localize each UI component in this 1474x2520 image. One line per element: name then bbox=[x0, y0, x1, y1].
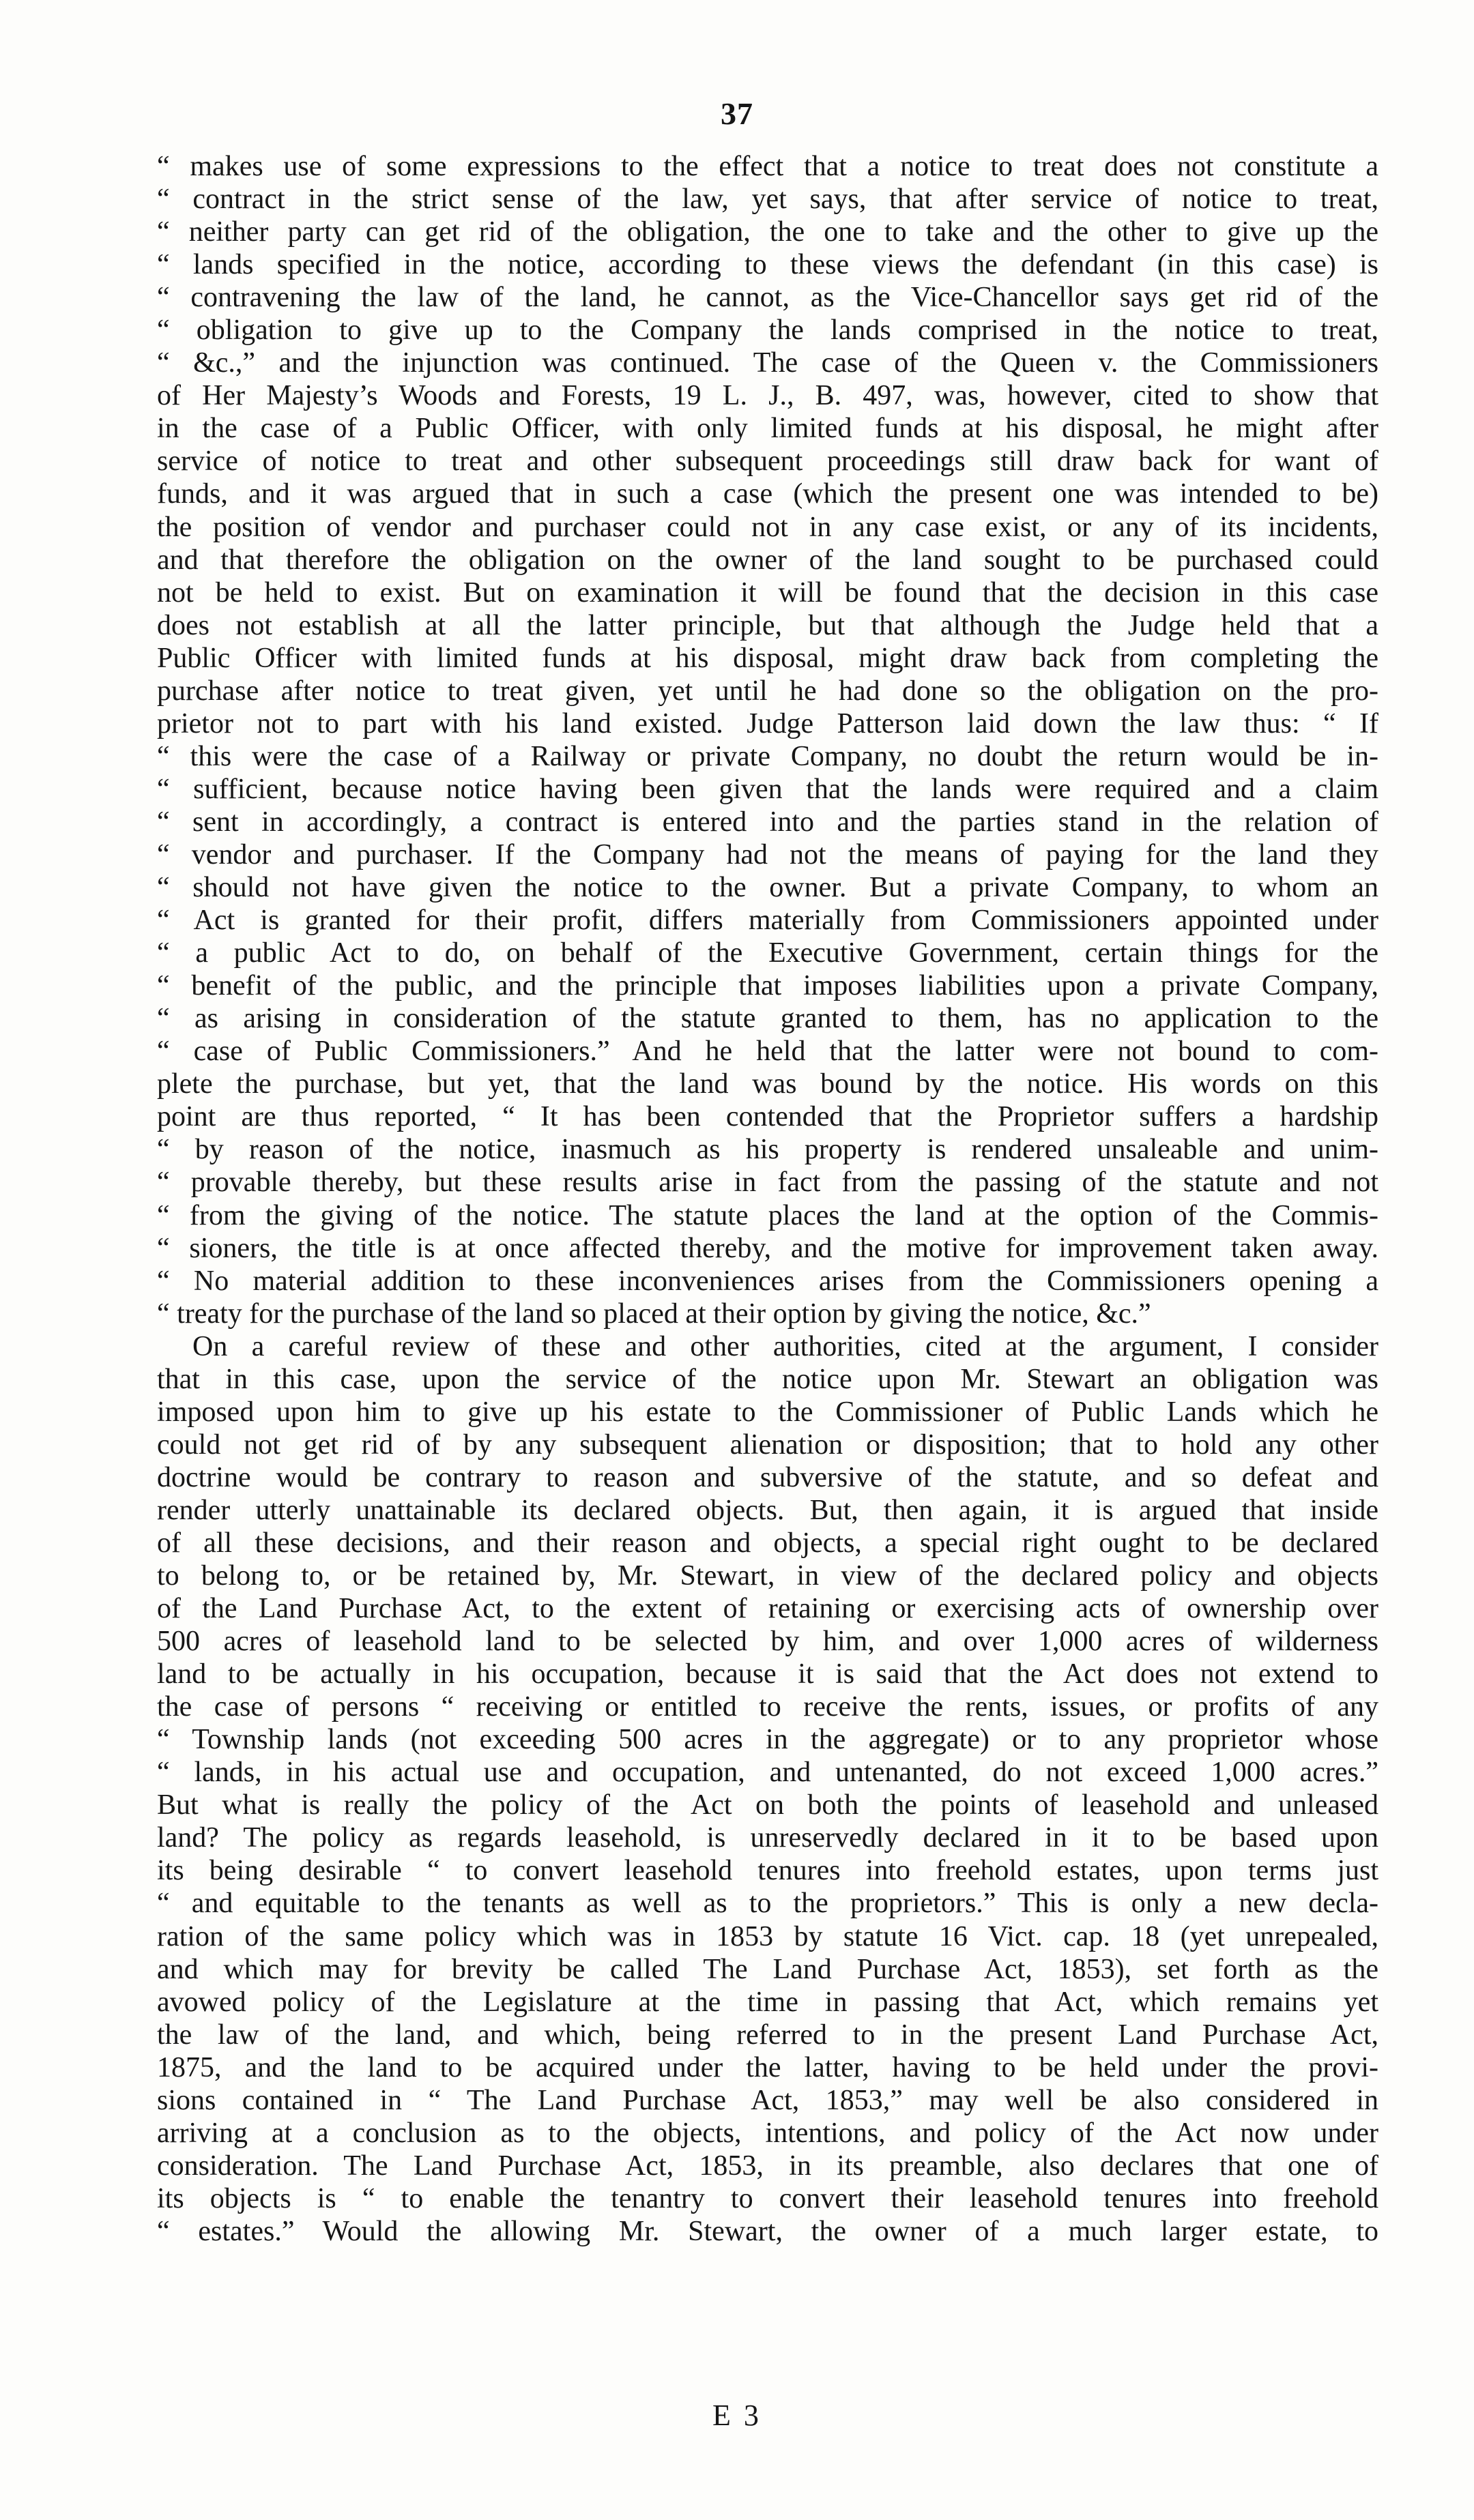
text-line: land? The policy as regards leasehold, is unreservedly declared in it to be based upon bbox=[157, 1822, 1378, 1854]
text-line: of Her Majesty’s Woods and Forests, 19 L. J., B. 497, was, however, cited to show that bbox=[157, 380, 1378, 412]
text-line: “ as arising in consideration of the statute granted to them, has no application to the bbox=[157, 1003, 1378, 1035]
text-line: “ estates.” Would the allowing Mr. Stewart, the owner of a much larger estate, to bbox=[157, 2215, 1378, 2247]
text-line: “ provable thereby, but these results arise in fact from the passing of the statute and not bbox=[157, 1167, 1378, 1199]
text-line: the case of persons “ receiving or entitled to receive the rents, issues, or profits of any bbox=[157, 1691, 1378, 1723]
text-line: “ makes use of some expressions to the effect that a notice to treat does not constitute a bbox=[157, 151, 1378, 182]
text-line: could not get rid of by any subsequent alienation or disposition; that to hold any other bbox=[157, 1429, 1378, 1461]
text-line: 500 acres of leasehold land to be selected by him, and over 1,000 acres of wilderness bbox=[157, 1626, 1378, 1658]
text-line: and that therefore the obligation on the owner of the land sought to be purchased could bbox=[157, 544, 1378, 576]
text-line: does not establish at all the latter principle, but that although the Judge held that a bbox=[157, 609, 1378, 641]
text-line: “ lands specified in the notice, according to these views the defendant (in this case) is bbox=[157, 249, 1378, 281]
text-line: “ contract in the strict sense of the law, yet says, that after service of notice to treat, bbox=[157, 184, 1378, 216]
text-line: “ vendor and purchaser. If the Company had not the means of paying for the land they bbox=[157, 838, 1378, 870]
text-line: render utterly unattainable its declared objects. But, then again, it is argued that inside bbox=[157, 1494, 1378, 1526]
text-line: “ Township lands (not exceeding 500 acres in the aggregate) or to any proprietor whose bbox=[157, 1724, 1378, 1756]
page-number: 37 bbox=[721, 96, 753, 131]
text-line: “ should not have given the notice to the owner. But a private Company, to whom an bbox=[157, 872, 1378, 904]
text-line: not be held to exist. But on examination it will be found that the decision in this case bbox=[157, 576, 1378, 609]
text-line: funds, and it was argued that in such a case (which the present one was intended to be) bbox=[157, 478, 1378, 510]
text-line: 1875, and the land to be acquired under the latter, having to be held under the provi- bbox=[157, 2051, 1378, 2083]
text-line: point are thus reported, “ It has been contended that the Proprietor suffers a hardship bbox=[157, 1101, 1378, 1133]
text-line: “ by reason of the notice, inasmuch as his property is rendered unsaleable and unim- bbox=[157, 1134, 1378, 1166]
body-text bbox=[157, 150, 1378, 2248]
text-line: “ treaty for the purchase of the land so placed at their option by giving the notice, &c.” bbox=[157, 1298, 1151, 1330]
text-line: its objects is “ to enable the tenantry to convert their leasehold tenures into freehold bbox=[157, 2182, 1378, 2214]
text-line: in the case of a Public Officer, with only limited funds at his disposal, he might after bbox=[157, 413, 1378, 445]
text-line: imposed upon him to give up his estate to the Commissioner of Public Lands which he bbox=[157, 1396, 1378, 1428]
text-line: “ lands, in his actual use and occupation, and untenanted, do not exceed 1,000 acres.” bbox=[157, 1757, 1378, 1789]
text-line: purchase after notice to treat given, yet until he had done so the obligation on the pro- bbox=[157, 675, 1378, 707]
text-line: the law of the land, and which, being referred to in the present Land Purchase Act, bbox=[157, 2019, 1378, 2051]
text-line: “ obligation to give up to the Company the lands comprised in the notice to treat, bbox=[157, 314, 1378, 347]
signature-mark: E 3 bbox=[712, 2399, 762, 2432]
text-line: to belong to, or be retained by, Mr. Stewart, in view of the declared policy and objects bbox=[157, 1560, 1378, 1592]
text-line: “ benefit of the public, and the principle that imposes liabilities upon a private Company, bbox=[157, 970, 1378, 1002]
text-line: “ case of Public Commissioners.” And he held that the latter were not bound to com- bbox=[157, 1036, 1378, 1068]
text-line: “ and equitable to the tenants as well as to the proprietors.” This is only a new decla- bbox=[157, 1888, 1378, 1920]
text-line: “ sioners, the title is at once affected thereby, and the motive for improvement taken away. bbox=[157, 1232, 1378, 1264]
text-line: plete the purchase, but yet, that the land was bound by the notice. His words on this bbox=[157, 1068, 1378, 1100]
text-line: sions contained in “ The Land Purchase Act, 1853,” may well be also considered in bbox=[157, 2084, 1378, 2116]
text-line: On a careful review of these and other authorities, cited at the argument, I consider bbox=[192, 1330, 1378, 1362]
text-line: “ a public Act to do, on behalf of the Executive Government, certain things for the bbox=[157, 937, 1378, 969]
text-line: “ this were the case of a Railway or private Company, no doubt the return would be in- bbox=[157, 740, 1378, 772]
text-line: prietor not to part with his land existed. Judge Patterson laid down the law thus: “ If bbox=[157, 707, 1378, 739]
text-line: “ Act is granted for their profit, differs materially from Commissioners appointed under bbox=[157, 905, 1378, 937]
text-line: “ sufficient, because notice having been given that the lands were required and a claim bbox=[157, 773, 1378, 805]
text-line: doctrine would be contrary to reason and subversive of the statute, and so defeat and bbox=[157, 1461, 1378, 1493]
text-line: avowed policy of the Legislature at the time in passing that Act, which remains yet bbox=[157, 1986, 1378, 2018]
text-line: land to be actually in his occupation, because it is said that the Act does not extend to bbox=[157, 1658, 1378, 1690]
text-line: of the Land Purchase Act, to the extent of retaining or exercising acts of ownership over bbox=[157, 1593, 1378, 1625]
text-line: “ from the giving of the notice. The statute places the land at the option of the Commis- bbox=[157, 1199, 1378, 1231]
text-line: that in this case, upon the service of the notice upon Mr. Stewart an obligation was bbox=[157, 1363, 1378, 1395]
text-line: and which may for brevity be called The Land Purchase Act, 1853), set forth as the bbox=[157, 1953, 1378, 1985]
text-line: the position of vendor and purchaser could not in any case exist, or any of its incidents, bbox=[157, 511, 1378, 543]
text-line: arriving at a conclusion as to the objects, intentions, and policy of the Act now under bbox=[157, 2117, 1378, 2149]
text-line: “ contravening the law of the land, he cannot, as the Vice-Chancellor says get rid of the bbox=[157, 282, 1378, 314]
text-line: its being desirable “ to convert leasehold tenures into freehold estates, upon terms just bbox=[157, 1855, 1378, 1887]
text-line: “ &c.,” and the injunction was continued. The case of the Queen v. the Commissioners bbox=[157, 347, 1378, 379]
text-line: “ No material addition to these inconveniences arises from the Commissioners opening a bbox=[157, 1265, 1378, 1297]
text-line: of all these decisions, and their reason and objects, a special right ought to be declared bbox=[157, 1527, 1378, 1559]
text-line: consideration. The Land Purchase Act, 1853, in its preamble, also declares that one of bbox=[157, 2150, 1378, 2182]
text-line: But what is really the policy of the Act on both the points of leasehold and unleased bbox=[157, 1789, 1378, 1821]
text-line: service of notice to treat and other subsequent proceedings still draw back for want of bbox=[157, 445, 1378, 478]
text-line: Public Officer with limited funds at his disposal, might draw back from completing the bbox=[157, 642, 1378, 674]
text-line: ration of the same policy which was in 1853 by statute 16 Vict. cap. 18 (yet unrepealed, bbox=[157, 1920, 1378, 1952]
text-line: “ sent in accordingly, a contract is entered into and the parties stand in the relation of bbox=[157, 806, 1378, 838]
text-line: “ neither party can get rid of the obligation, the one to take and the other to give up the bbox=[157, 216, 1378, 248]
